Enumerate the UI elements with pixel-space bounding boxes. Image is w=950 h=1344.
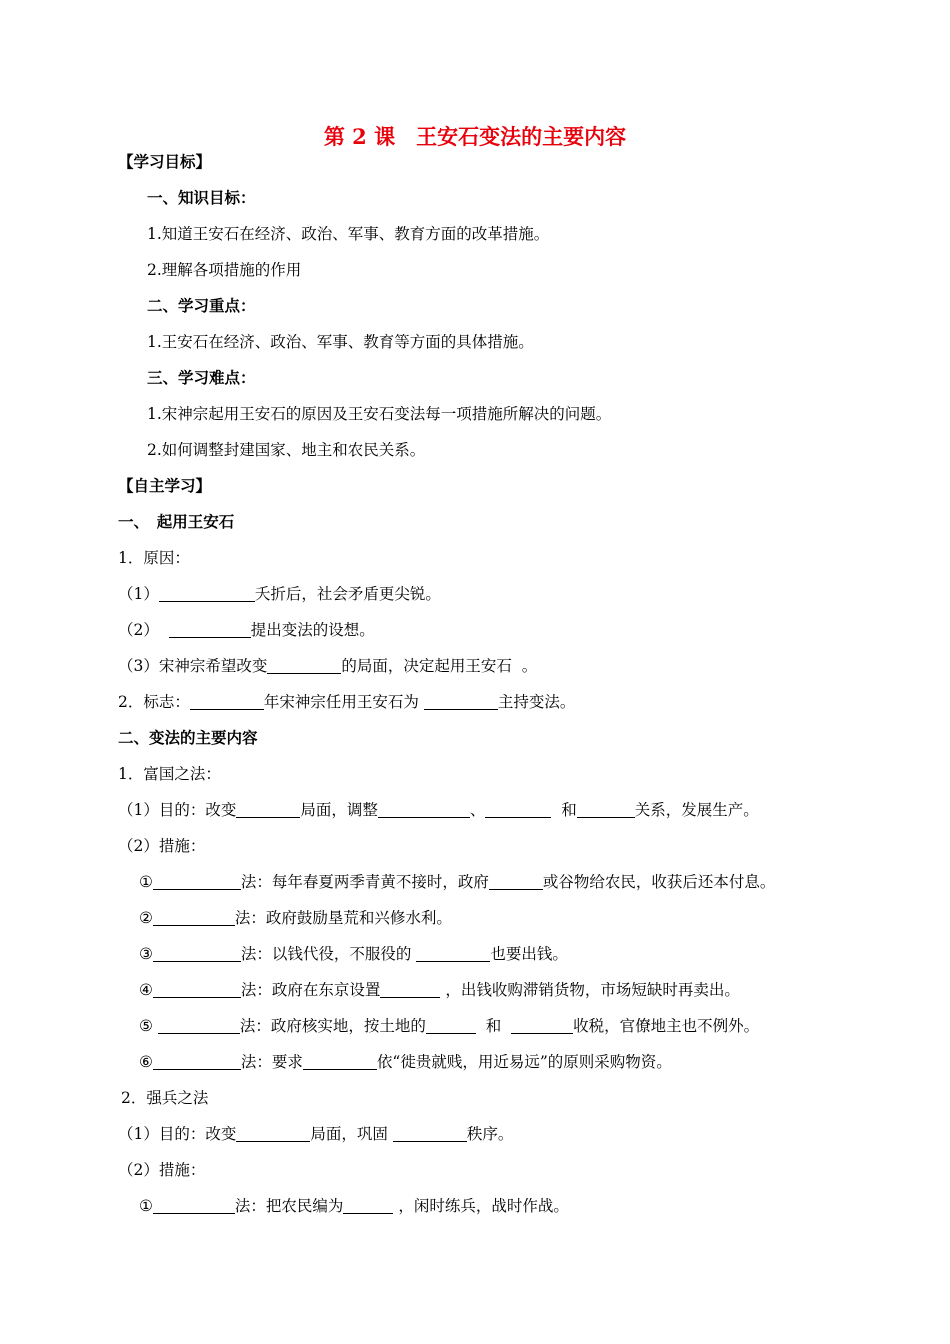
section-heading [147,368,256,388]
line-text: ③ [139,945,153,963]
text-line [118,584,441,604]
fill-in-blank [158,1017,240,1034]
fill-in-blank [426,1017,476,1034]
section-heading [118,476,211,496]
line-text: ① [139,873,153,891]
line-text: 三、学习难点： [147,368,256,387]
text-line [147,404,611,424]
line-text: ，闲时练兵，战时作战。 [393,1197,569,1215]
line-text: 1.王安石在经济、政治、军事、教育等方面的具体措施。 [147,333,534,351]
line-text: 、 [469,801,486,819]
text-line [139,980,740,1000]
line-text: 也要出钱。 [490,945,568,963]
text-line [118,800,759,820]
fill-in-blank [577,801,635,818]
line-text: 二、变法的主要内容 [118,728,258,747]
line-text: 收税，官僚地主也不例外。 [573,1017,760,1035]
fill-in-blank [236,1125,310,1142]
line-text: （2） [118,621,169,639]
line-text: 主持变法。 [497,693,576,711]
line-text: 一、知识目标： [147,188,256,207]
text-line [118,1124,513,1144]
fill-in-blank [303,1053,377,1070]
text-line [118,656,537,676]
section-heading [118,728,258,748]
line-text: 依“徙贵就贱，用近易远”的原则采购物资。 [376,1053,672,1071]
line-text: 法：政府核实地，按土地的 [239,1017,426,1035]
text-line [147,224,549,244]
section-heading [118,152,211,172]
fill-in-blank [393,1125,467,1142]
fill-in-blank [169,621,251,638]
line-text: 和 [551,801,577,819]
line-text: 提出变法的设想。 [250,621,375,639]
line-text: 和 [475,1017,512,1035]
fill-in-blank [343,1197,393,1214]
fill-in-blank [236,801,300,818]
line-text: 局面，巩固 [310,1125,393,1143]
line-text: 2.理解各项措施的作用 [147,261,302,279]
fill-in-blank [267,657,341,674]
text-line [121,1088,208,1108]
line-text: ⑤ [139,1017,158,1035]
line-text: ⑥ [139,1053,153,1071]
line-text: 1.知道王安石在经济、政治、军事、教育方面的改革措施。 [147,225,550,243]
section-heading [118,512,234,532]
line-text: 法：要求 [240,1053,303,1071]
section-heading [147,296,256,316]
fill-in-blank [153,873,241,890]
line-text: 或谷物给农民，收获后还本付息。 [542,873,776,891]
line-text: 1．富国之法： [118,765,221,783]
line-text: 【自主学习】 [118,476,212,495]
text-line [139,908,452,928]
line-text: （2）措施： [118,837,206,855]
line-text: ④ [139,981,153,999]
line-text: （1）目的：改变 [118,1125,237,1143]
fill-in-blank [153,909,235,926]
line-text: 2．标志： [118,693,190,711]
fill-in-blank [511,1017,573,1034]
fill-in-blank [153,1053,241,1070]
line-text: 1．原因： [118,549,190,567]
text-line [118,620,375,640]
line-text: ，出钱收购滞销货物，市场短缺时再卖出。 [440,981,740,999]
line-text: 夭折后，社会矛盾更尖锐。 [254,585,441,603]
line-text: 局面，调整 [300,801,378,819]
text-line [139,872,775,892]
line-text: （2）措施： [118,1161,206,1179]
text-line [139,1016,759,1036]
line-text: 2.如何调整封建国家、地主和农民关系。 [147,441,426,459]
fill-in-blank [153,945,241,962]
section-heading [147,188,256,208]
text-line [147,440,425,460]
fill-in-blank [159,585,255,602]
text-line [118,836,205,856]
text-line [118,692,575,712]
fill-in-blank [485,801,551,818]
text-line [139,1196,569,1216]
fill-in-blank [378,801,470,818]
fill-in-blank [380,981,440,998]
line-text: 法：每年春夏两季青黄不接时，政府 [240,873,489,891]
line-text: 法：把农民编为 [234,1197,344,1215]
line-text: 关系，发展生产。 [634,801,759,819]
text-line [139,1052,672,1072]
text-line [147,332,534,352]
line-text: ① [139,1197,153,1215]
line-text: （1）目的：改变 [118,801,237,819]
fill-in-blank [416,945,490,962]
fill-in-blank [153,1197,235,1214]
fill-in-blank [190,693,264,710]
line-text: 1.宋神宗起用王安石的原因及王安石变法每一项措施所解决的问题。 [147,405,612,423]
line-text: 法：政府在东京设置 [240,981,381,999]
text-line [118,1160,205,1180]
line-text: （1） [118,585,159,603]
line-text: 的局面，决定起用王安石 。 [341,657,538,675]
line-text: 法：以钱代役，不服役的 [240,945,417,963]
line-text: 二、学习重点： [147,296,256,315]
text-line [118,548,190,568]
line-text: 2．强兵之法 [121,1089,209,1107]
line-text: （3）宋神宗希望改变 [118,657,268,675]
text-line [139,944,568,964]
line-text: ② [139,909,153,927]
fill-in-blank [153,981,241,998]
line-text: 法：政府鼓励垦荒和兴修水利。 [234,909,452,927]
fill-in-blank [424,693,498,710]
text-line [147,260,301,280]
line-text: 秩序。 [466,1125,514,1143]
page-title: 第 2 课 王安石变法的主要内容 [323,124,627,149]
fill-in-blank [489,873,543,890]
line-text: 一、 起用王安石 [118,512,235,531]
line-text: 年宋神宗任用王安石为 [263,693,424,711]
line-text: 【学习目标】 [118,152,212,171]
text-line [118,764,221,784]
